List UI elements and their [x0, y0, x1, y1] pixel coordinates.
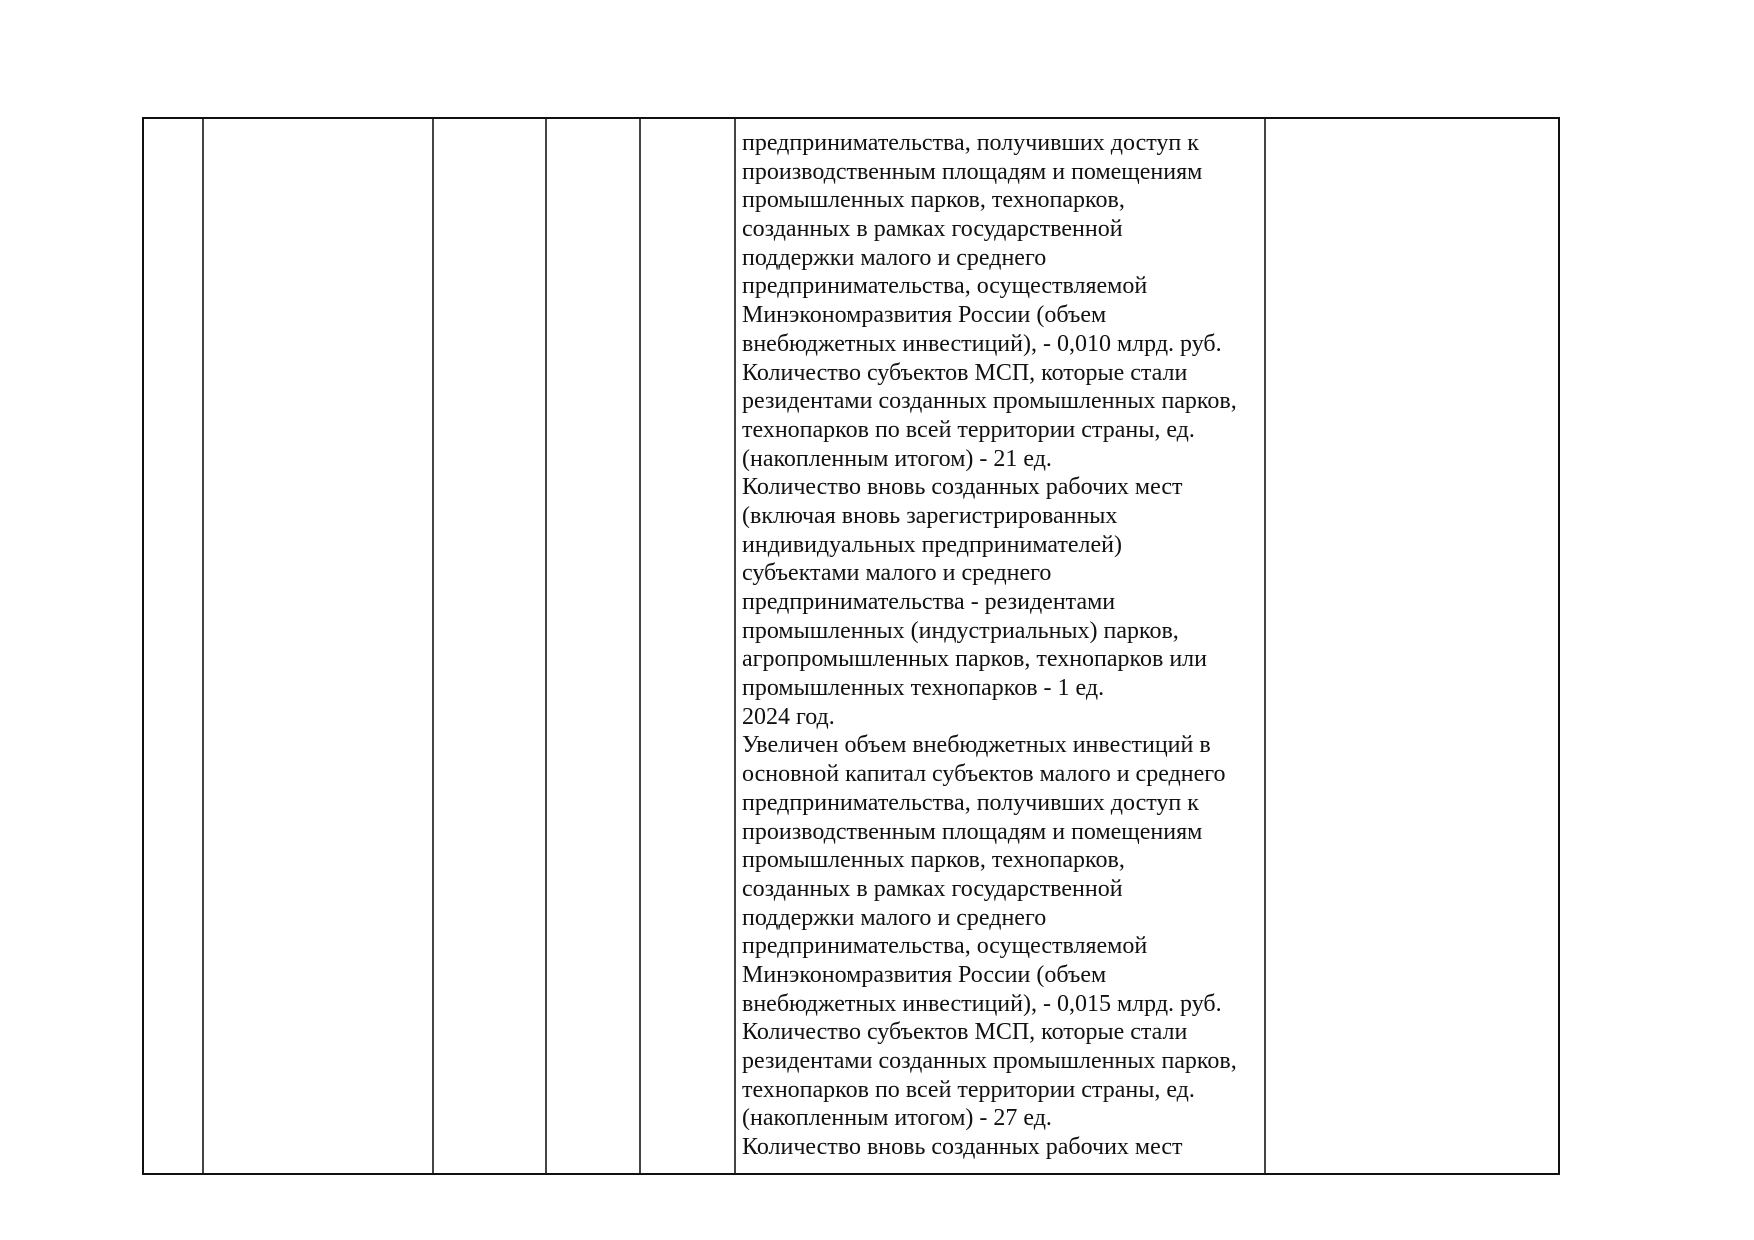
text-line: предпринимательства - резидентами [742, 589, 1116, 615]
table-cell-number [144, 119, 202, 1173]
text-line: поддержки малого и среднего [742, 904, 1047, 931]
text-line: резидентами созданных промышленных парков, [742, 388, 1237, 415]
text-line: Количество субъектов МСП, которые стали [742, 1019, 1188, 1046]
text-line: предпринимательства, получивших доступ к [742, 130, 1199, 156]
text-line: предпринимательства, получивших доступ к [742, 789, 1199, 816]
table-cell-4 [547, 119, 639, 1173]
text-line: основной капитал субъектов малого и среднего [742, 761, 1226, 788]
table-cell-results [742, 129, 1262, 1162]
text-line: технопарков по всей территории страны, ед. [742, 416, 1195, 443]
text-line: технопарков по всей территории страны, ед. [742, 1076, 1195, 1103]
text-line: внебюджетных инвестиций), - 0,010 млрд. руб. [742, 330, 1222, 357]
text-line: созданных в рамках государственной [742, 875, 1123, 902]
text-line: созданных в рамках государственной [742, 216, 1123, 243]
text-line: поддержки малого и среднего [742, 244, 1047, 271]
text-line: Количество вновь созданных рабочих мест [742, 1134, 1183, 1161]
text-line: 2024 год. [742, 703, 835, 730]
column-divider [734, 119, 736, 1173]
text-line: агропромышленных парков, технопарков или [742, 646, 1207, 673]
text-line: промышленных парков, технопарков, [742, 187, 1125, 214]
text-line: производственным площадям и помещениям [742, 818, 1203, 845]
text-line: Минэкономразвития России (объем [742, 961, 1107, 988]
text-line: (накопленным итогом) - 27 ед. [742, 1105, 1052, 1132]
text-line: Минэкономразвития России (объем [742, 302, 1107, 329]
text-line: производственным площадям и помещениям [742, 158, 1203, 185]
text-line: (включая вновь зарегистрированных [742, 502, 1118, 529]
text-line: Увеличен объем внебюджетных инвестиций в [742, 732, 1211, 759]
text-line: промышленных парков, технопарков, [742, 847, 1125, 874]
data-table [142, 117, 1560, 1175]
table-cell-notes [1266, 119, 1558, 1173]
text-line: (накопленным итогом) - 21 ед. [742, 445, 1052, 472]
text-line: Количество субъектов МСП, которые стали [742, 359, 1188, 386]
text-line: резидентами созданных промышленных парков, [742, 1048, 1237, 1074]
table-cell-5 [641, 119, 734, 1173]
text-line: промышленных технопарков - 1 ед. [742, 675, 1105, 702]
text-line: предпринимательства, осуществляемой [742, 273, 1148, 300]
text-line: субъектами малого и среднего [742, 560, 1052, 587]
text-line: промышленных (индустриальных) парков, [742, 617, 1179, 644]
text-line: индивидуальных предпринимателей) [742, 531, 1122, 558]
text-line: предпринимательства, осуществляемой [742, 933, 1148, 960]
table-cell-name [204, 119, 432, 1173]
text-line: внебюджетных инвестиций), - 0,015 млрд. руб. [742, 990, 1222, 1017]
text-line: Количество вновь созданных рабочих мест [742, 474, 1183, 501]
table-cell-3 [434, 119, 545, 1173]
